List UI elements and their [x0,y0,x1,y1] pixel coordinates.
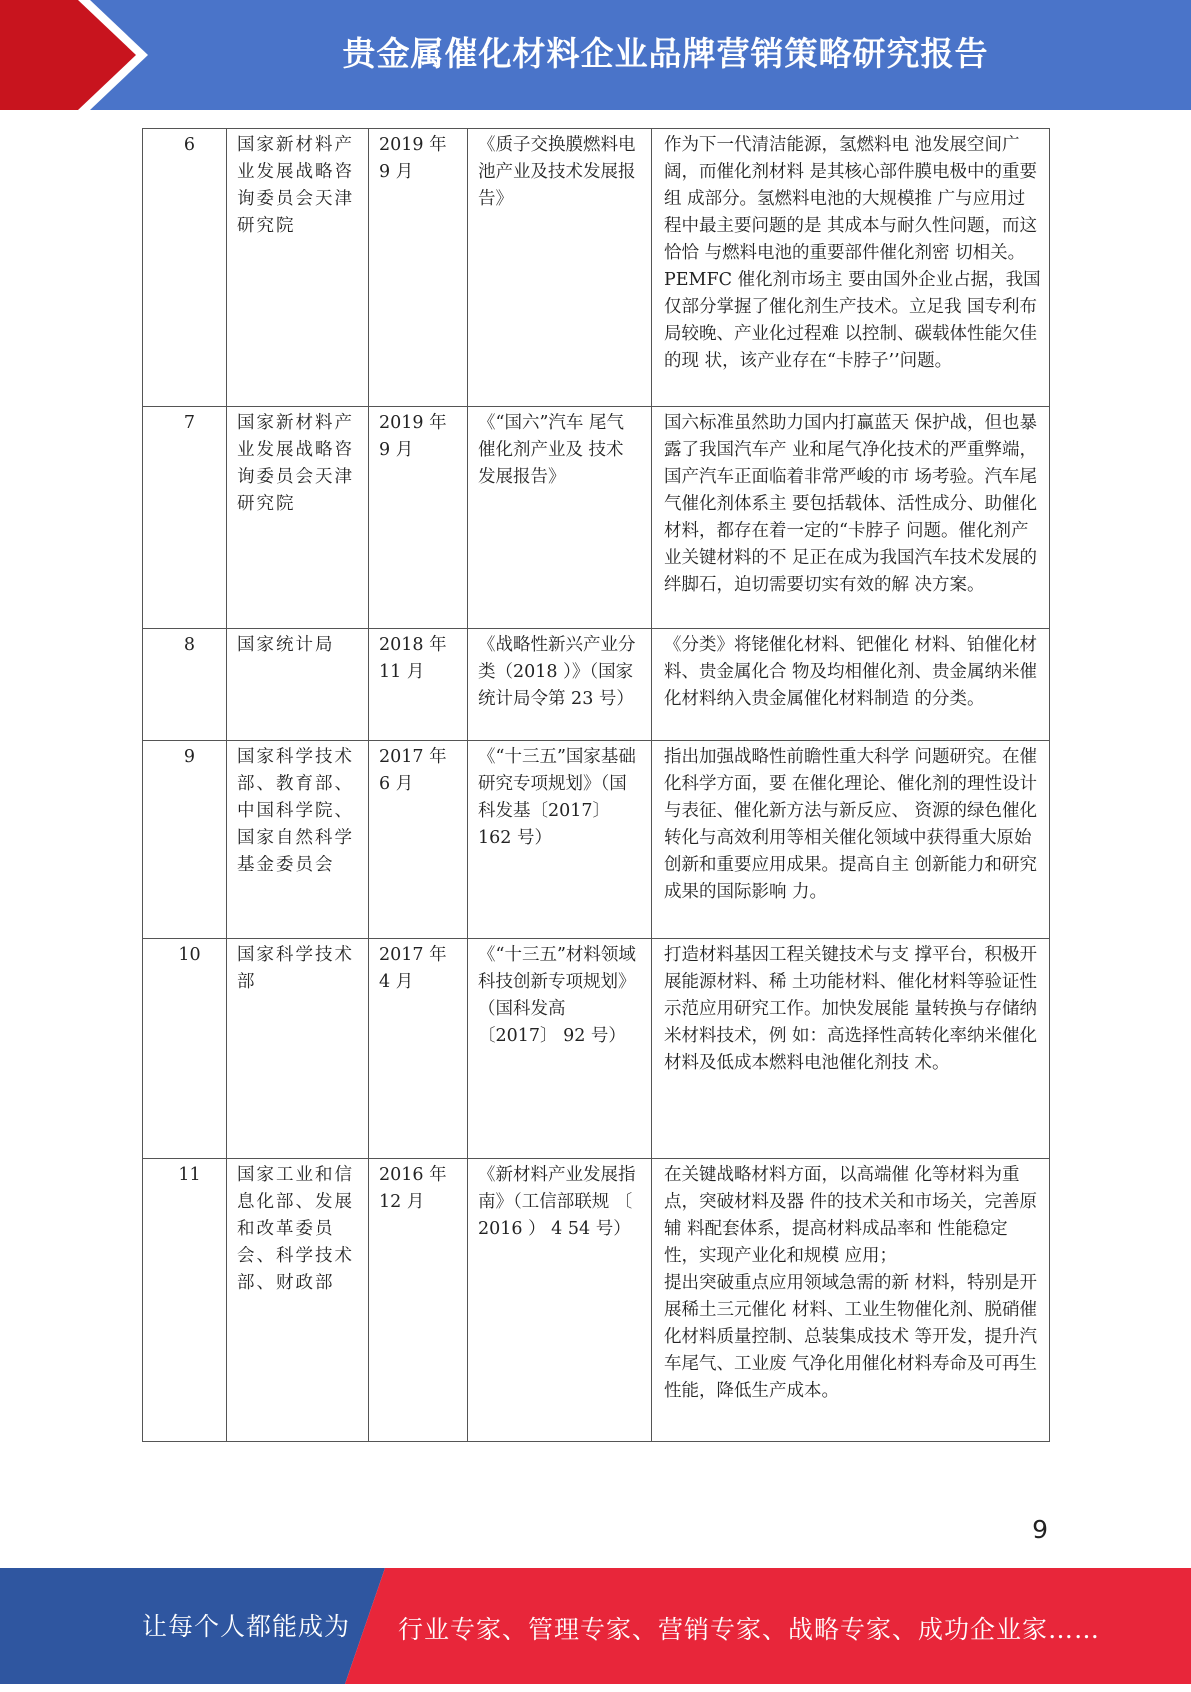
document-summary: 《分类》将铑催化材料、钯催化 材料、铂催化材料、贵金属化合 物及均相催化剂、贵金属纳米催化材料纳入贵金属催化材料制造 的分类。 [652,629,1050,741]
issuing-organization: 国家新材料产业发展战略咨询委员会天津研究院 [227,407,369,629]
document-summary: 指出加强战略性前瞻性重大科学 问题研究。在催化科学方面，要 在催化理论、催化剂的理性设计 与表征、催化新方法与新反应、 资源的绿色催化转化与高效利用等相关催化领域中获得重大原始 创新和重要应用成果。提高自主 创新能力和研究成果的国际影响 力。 [652,741,1050,939]
header-title: 贵金属催化材料企业品牌营销策略研究报告 [342,34,989,73]
issuing-organization: 国家新材料产业发展战略咨询委员会天津研究院 [227,129,369,407]
issuing-organization: 国家统计局 [227,629,369,741]
row-number: 9 [143,741,227,939]
table-row [143,1159,1050,1442]
issue-date: 2016 年 12 月 [369,1159,468,1442]
policy-table [142,128,1050,1442]
table-row [143,129,1050,407]
footer-slogan-roles: 行业专家、管理专家、营销专家、战略专家、成功企业家…… [398,1615,1101,1644]
summary-paragraph: 在关键战略材料方面，以高端催 化等材料为重点，突破材料及器 件的技术关和市场关，完善原辅 料配套体系，提高材料成品率和 性能稳定性，实现产业化和规模 应用； [664,1165,1038,1266]
document-title: 《“十三五”材料领域科技创新专项规划》（国科发高〔2017〕 92 号） [468,939,652,1159]
document-title: 《“国六”汽车 尾气催化剂产业及 技术发展报告》 [468,407,652,629]
row-number: 7 [143,407,227,629]
row-number: 10 [143,939,227,1159]
page-number: 9 [1032,1515,1048,1544]
issuing-organization: 国家科学技术部 [227,939,369,1159]
issue-date: 2018 年 11 月 [369,629,468,741]
document-summary: 作为下一代清洁能源，氢燃料电 池发展空间广阔，而催化剂材料 是其核心部件膜电极中的重要组 成部分。氢燃料电池的大规模推 广与应用过程中最主要问题的是 其成本与耐久性问题，而这恰恰 与燃料电池的重要部件催化剂密 切相关。PEMFC 催化剂市场主 要由国外企业占据，我国仅部分掌握了催化剂生产技术。立足我 国专利布局较晚、产业化过程难 以控制、碳载体性能欠佳的现 状，该产业存在“卡脖子’’问题。 [652,129,1050,407]
footer-slogan-lead: 让每个人都能成为 [142,1612,351,1641]
table-row [143,629,1050,741]
issue-date: 2019 年 9 月 [369,129,468,407]
document-title: 《战略性新兴产业分类（2018 ）》（国家统计局令第 23 号） [468,629,652,741]
issue-date: 2019 年 9 月 [369,407,468,629]
issue-date: 2017 年 4 月 [369,939,468,1159]
table-row [143,939,1050,1159]
document-title: 《“十三五”国家基础研究专项规划》（国科发基〔2017〕162 号） [468,741,652,939]
table-row [143,407,1050,629]
page-header [0,0,1191,110]
issuing-organization: 国家科学技术部、教育部、中国科学院、国家自然科学基金委员会 [227,741,369,939]
header-arrow-decoration [0,0,160,110]
page-footer [0,1568,1191,1684]
issuing-organization: 国家工业和信息化部、发展和改革委员会、科学技术部、财政部 [227,1159,369,1442]
document-summary: 国六标准虽然助力国内打赢蓝天 保护战，但也暴露了我国汽车产 业和尾气净化技术的严重弊端， 国产汽车正面临着非常严峻的市 场考验。汽车尾气催化剂体系主 要包括载体、活性成分、助催化 材料，都存在着一定的“卡脖子 问题。催化剂产业关键材料的不 足正在成为我国汽车技术发展的绊脚石，迫切需要切实有效的解 决方案。 [652,407,1050,629]
document-title: 《质子交换膜燃料电池产业及技术发展报告》 [468,129,652,407]
document-summary: 打造材料基因工程关键技术与支 撑平台，积极开展能源材料、稀 土功能材料、催化材料等验证性 示范应用研究工作。加快发展能 量转换与存储纳米材料技术，例 如：高选择性高转化率纳米催化 材料及低成本燃料电池催化剂技 术。 [652,939,1050,1159]
document-title: 《新材料产业发展指南》（工信部联规 〔 2016 ） 4 54 号） [468,1159,652,1442]
issue-date: 2017 年 6 月 [369,741,468,939]
row-number: 11 [143,1159,227,1442]
row-number: 6 [143,129,227,407]
summary-paragraph: 提出突破重点应用领域急需的新 材料，特别是开展稀土三元催化 材料、工业生物催化剂、脱硝催 化材料质量控制、总装集成技术 等开发，提升汽车尾气、工业废 气净化用催化材料寿命及可再生 性能，降低生产成本。 [664,1273,1038,1401]
document-summary [652,1159,1050,1442]
table-row [143,741,1050,939]
row-number: 8 [143,629,227,741]
